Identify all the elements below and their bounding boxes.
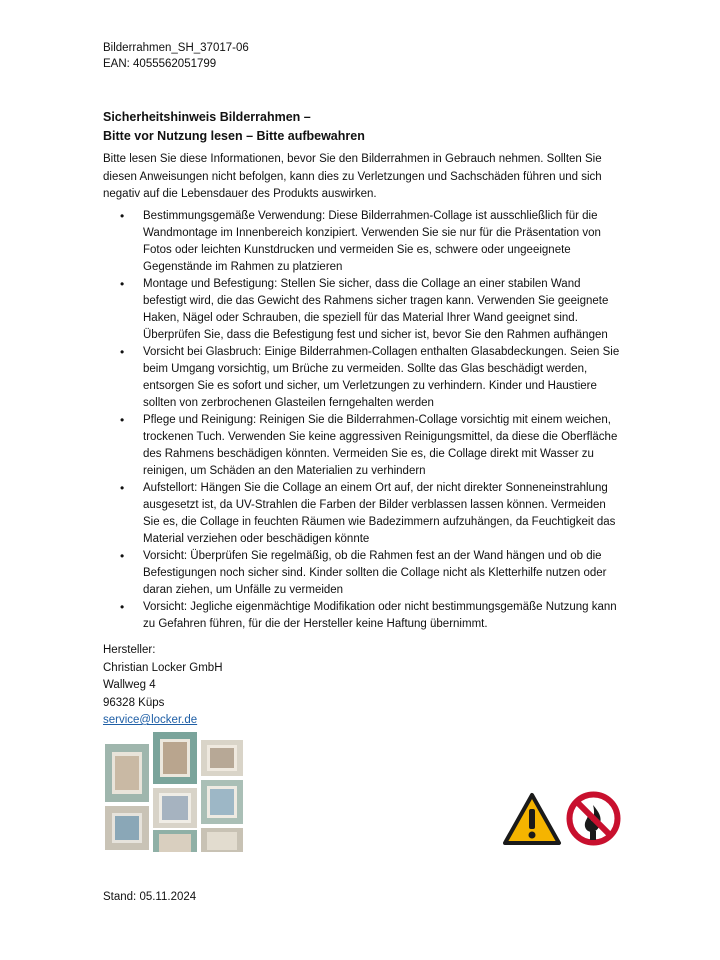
document-meta [103, 40, 249, 72]
title-line-1: Sicherheitshinweis Bilderrahmen – [103, 110, 311, 124]
document-date: Stand: 05.11.2024 [103, 891, 197, 903]
list-item: • Aufstellort: Hängen Sie die Collage an einem Ort auf, der nicht direkter Sonneneinstrahlung ausgesetzt ist, da UV-Strahlen die Farben der Bilder verblassen lassen können. Vermeiden Sie es, die Collage in feuchten Räumen wie Badezimmern aufzuhängen, da Feuchtigkeit das Material verziehen oder beschädigen könnte [103, 480, 623, 548]
list-item: • Vorsicht: Jegliche eigenmächtige Modifikation oder nicht bestimmungsgemäße Nutzung kann zu Gefahren führen, für die der Hersteller keine Haftung übernimmt. [103, 599, 623, 633]
manufacturer-street: Wallweg 4 [103, 679, 156, 691]
article-number: Bilderrahmen_SH_37017-06 [103, 42, 249, 54]
picture-frame-collage-photo [103, 730, 245, 852]
title-line-2: Bitte vor Nutzung lesen – Bitte aufbewahren [103, 129, 365, 143]
list-item: • Vorsicht: Überprüfen Sie regelmäßig, ob die Rahmen fest an der Wand hängen und ob die Befestigungen noch sicher sind. Kinder sollten die Collage nicht als Kletterhilfe nutzen oder daran ziehen, um Unfälle zu vermeiden [103, 548, 623, 599]
list-item: • Montage und Befestigung: Stellen Sie sicher, dass die Collage an einer stabilen Wand befestigt wird, die das Gewicht des Rahmens sicher tragen kann. Verwenden Sie geeignete Haken, Nägel oder Schrauben, die speziell für das Material Ihrer Wand geeignet sind. Überprüfen Sie, dass die Befestigung fest und sicher ist, bevor Sie den Rahmen aufhängen [103, 276, 623, 344]
manufacturer-city: 96328 Küps [103, 696, 165, 709]
ean-code: EAN: 4055562051799 [103, 58, 217, 70]
intro-paragraph: Bitte lesen Sie diese Informationen, bevor Sie den Bilderrahmen in Gebrauch nehmen. Sollten Sie diesen Anweisungen nicht befolgen, kann dies zu Verletzungen und Sachschäden führen und sich negativ auf die Lebensdauer des Produkts auswirken. [103, 153, 602, 200]
manufacturer-block [103, 642, 223, 730]
list-item: • Pflege und Reinigung: Reinigen Sie die Bilderrahmen-Collage vorsichtig mit einem weichen, trockenen Tuch. Verwenden Sie keine aggressiven Reinigungsmittel, da diese die Oberfläche des Rahmens beschädigen könnten. Vermeiden Sie es, die Collage direkt mit Wasser zu reinigen, um Schäden an den Materialien zu verhindern [103, 412, 623, 480]
no-open-flame-icon [566, 791, 621, 846]
manufacturer-email-link[interactable]: service@locker.de [103, 714, 198, 726]
manufacturer-company: Christian Locker GmbH [103, 661, 223, 674]
list-item: • Vorsicht bei Glasbruch: Einige Bilderrahmen-Collagen enthalten Glasabdeckungen. Seien Sie beim Umgang vorsichtig, um Brüche zu vermeiden. Sollte das Glas beschädigt werden, entsorgen Sie es sofort und sicher, um Verletzungen zu verhindern. Kinder und Haustiere sollten von zerbrochenen Glasteilen ferngehalten werden [103, 344, 623, 412]
warning-triangle-icon [502, 792, 562, 846]
safety-list [103, 208, 623, 633]
manufacturer-label: Hersteller: [103, 644, 156, 656]
list-item: • Bestimmungsgemäße Verwendung: Diese Bilderrahmen-Collage ist ausschließlich für die Wandmontage im Innenbereich konzipiert. Verwenden Sie sie nur für die Präsentation von Fotos oder leichten Kunstdrucken und vermeiden Sie es, schwere oder ungeeignete Gegenstände im Rahmen zu platzieren [103, 208, 623, 276]
document-title [103, 108, 365, 146]
